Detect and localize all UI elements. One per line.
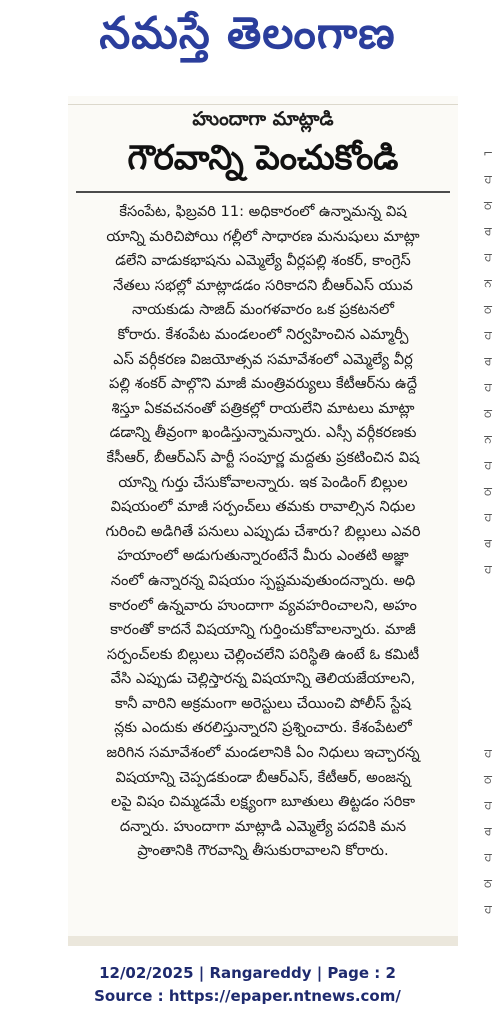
article-line: నాయకుడు సాజిద్ మంగళవారం ఒక ప్రకటనలో [132, 301, 394, 319]
article-line: ప్రాంతానికి గౌరవాన్ని తీసుకురావాలని కోరారు. [137, 842, 389, 860]
article-line: యాన్ని మరిచిపోయి గల్లీలో సాధారణ మనుషులు మాట్లా [106, 227, 420, 245]
article-line: యాన్ని గుర్తు చేసుకోవాలన్నారు. ఇక పెండింగ్ బిల్లుల [118, 473, 408, 491]
article-line: నేతలు సభల్లో మాట్లాడడం సరికాదని బీఆర్ఎస్ యువ [113, 276, 413, 294]
headline-divider [76, 191, 450, 193]
article-clipping [68, 96, 458, 946]
newspaper-title: నమస్తే తెలంగాణ [99, 8, 396, 59]
footer-date-edition: 12/02/2025 | Rangareddy | Page : 2 [99, 964, 396, 982]
article-line: సర్పంచ్‌లకు బిల్లులు చెల్లించలేని పరిస్థితి ఉంటే ఓ కమిటీ [106, 645, 420, 663]
article-line: దన్నారు. హుందాగా మాట్లాడి ఎమ్మెల్యే పదవికి మన [119, 817, 407, 835]
article-line: డలేని వాడుకభాషను ఎమ్మెల్యే వీర్లపల్లి శంకర్, కాంగ్రెస్ [115, 252, 411, 270]
masthead [0, 0, 495, 78]
clipping-bottom-edge [68, 936, 458, 946]
adjacent-column-fragment: ਹ ਠ ਹ ਰ ਹ ਠ ਹ [484, 746, 492, 916]
footer-source: Source : https://epaper.ntnews.com/ [94, 987, 401, 1005]
article-line: శిస్తూ ఏకవచనంతో పత్రికల్లో రాయలేని మాటలు మాట్లా [111, 399, 415, 417]
article-line: విషయాన్ని చెప్పడకుండా బీఆర్ఎస్, కేటీఆర్, అంజన్న [115, 768, 411, 786]
article-line: నంలో ఉన్నారన్న విషయం స్పష్టమవుతుందన్నారు. అధి [110, 571, 416, 589]
clipping-top-edge [68, 96, 458, 105]
article-subheadline: హుందాగా మాట్లాడి [192, 108, 334, 130]
article-line: కానీ వారిని అక్రమంగా అరెస్టులు చేయించి పోలీస్ స్టేష [115, 694, 411, 712]
article-line: కేసీఆర్, బీఆర్ఎస్ పార్టీ సంపూర్ణ మద్దతు ప్రకటించిన విష [106, 448, 420, 466]
article-line: న్లకు ఎందుకు తరలిస్తున్నారని ప్రశ్నించారు. కేశంపేటలో [114, 719, 412, 737]
article-line: పల్లి శంకర్ పాల్గొని మాజీ మంత్రివర్యులు కేటీఆర్‌ను ఉద్దే [108, 375, 418, 393]
article-line: లపై విషం చిమ్మడమే లక్ష్యంగా బూతులు తిట్టడం సరికా [110, 793, 416, 811]
article-line: గురించి అడిగితే పనులు ఎప్పుడు చేశారు? బిల్లులు ఎవరి [105, 522, 421, 540]
article-line: ఎస్ వర్గీకరణ విజయోత్సవ సమావేశంలో ఎమ్మెల్యే వీర్ల [113, 350, 413, 368]
adjacent-column-fragment: ⌐ ਹ ਠ ਰ ਹ ਨ ਠ ਹ ਰ ਹ ਠ ਨ ਹ ਠ ਹ ਰ ਹ [482, 146, 494, 576]
article-line: వేసి ఎప్పుడు చెల్లిస్తారన్న విషయాన్ని తెలియజేయాలని, [110, 670, 416, 688]
article-headline: గౌరవాన్ని పెంచుకోండి [127, 138, 399, 178]
article-line: కేసంపేట, ఫిబ్రవరి 11: అధికారంలో ఉన్నామన్న విష [119, 203, 407, 220]
article-line: డడాన్ని తీవ్రంగా ఖండిస్తున్నామన్నారు. ఎస్సీ వర్గీకరణకు [109, 424, 417, 442]
article-line: కోరారు. కేశంపేట మండలంలో నిర్వహించిన ఎమ్మార్పీ [117, 325, 409, 343]
article-line: కారంలో ఉన్నవారు హుందాగా వ్యవహరించాలని, అహం [109, 596, 417, 614]
article-line: హయాంలో అడుగుతున్నారంటేనే మీరు ఎంతటి అజ్ఞా [117, 547, 409, 565]
article-body [68, 200, 458, 920]
source-footer [0, 962, 495, 1008]
article-line: విషయంలో మాజీ సర్పంచ్‌లు తమకు రావాల్సిన నిధుల [110, 498, 416, 516]
article-line: కారంతో కాదనే విషయాన్ని గుర్తించుకోవాలన్నారు. మాజీ [110, 621, 416, 639]
article-line: జరిగిన సమావేశంలో మండలానికి ఏం నిధులు ఇచ్చారన్న [106, 744, 420, 762]
